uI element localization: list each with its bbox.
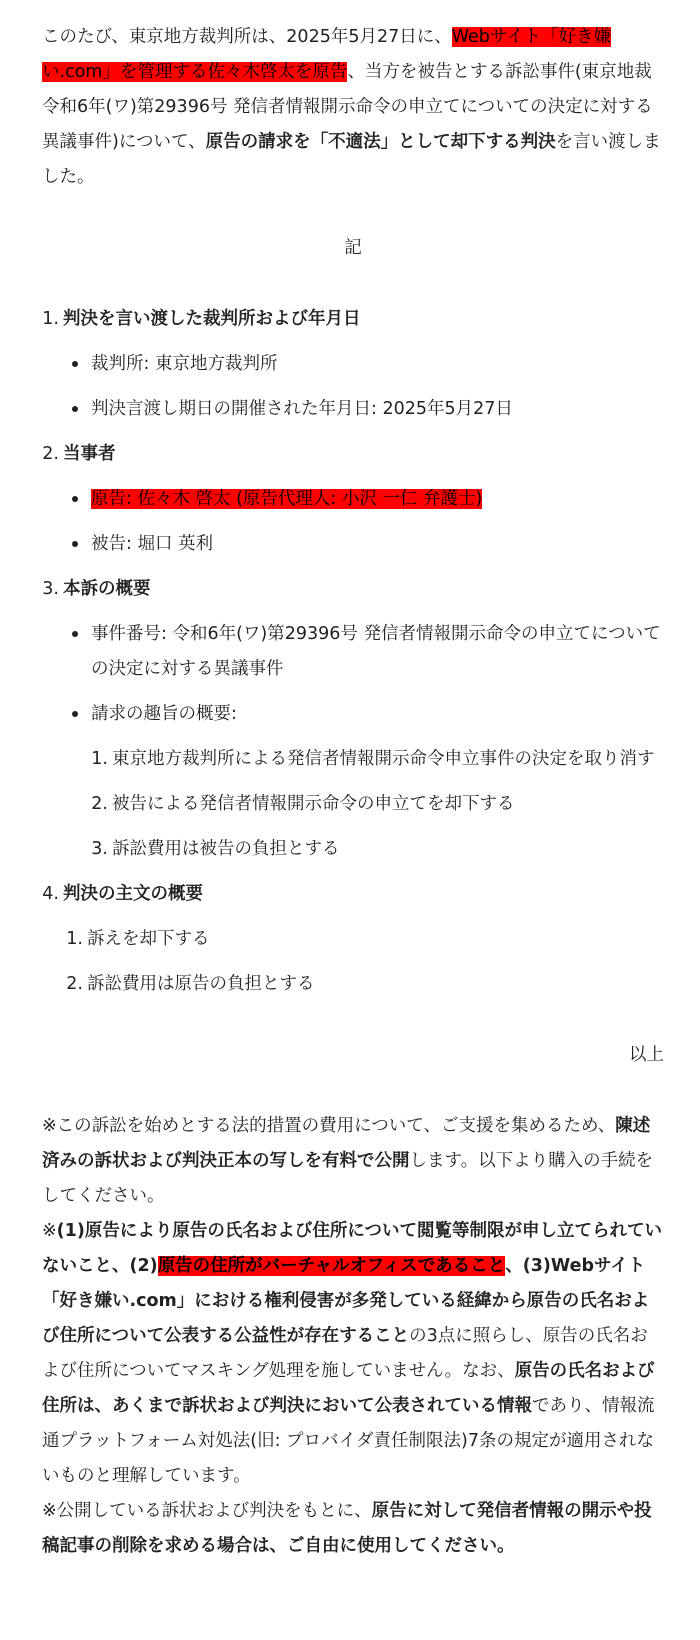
support-note-emphasis: 陳述済みの訴状および判決正本の写しを有料で公開 bbox=[42, 1116, 651, 1171]
bullet-icon bbox=[72, 406, 78, 412]
masking-note-middle: の3点に照らし、原告の氏名および住所についてマスキング処理を施していません。なお、 bbox=[42, 1326, 648, 1381]
notes-section bbox=[42, 1109, 664, 1564]
section-title: 本訴の概要 bbox=[63, 579, 151, 599]
ruling-item bbox=[42, 922, 664, 957]
claim-item bbox=[42, 832, 664, 867]
section-number: 1. bbox=[42, 309, 59, 329]
dismissal-emphasis: 原告の請求を「不適法」として却下する判決 bbox=[205, 132, 556, 152]
section-number: 4. bbox=[42, 884, 59, 904]
claim-number: 1. bbox=[91, 749, 108, 769]
ruling-number: 2. bbox=[66, 974, 83, 994]
section-heading bbox=[42, 437, 664, 472]
bullet-icon bbox=[72, 631, 78, 637]
claim-text: 訴訟費用は被告の負担とする bbox=[112, 839, 340, 859]
intro-tail-text: を言い渡しました。 bbox=[42, 132, 661, 187]
section-item bbox=[42, 617, 664, 687]
section-item-text: 被告: 堀口 英利 bbox=[91, 534, 214, 554]
support-note-prefix: ※この訴訟を始めとする法的措置の費用について、ご支援を集めるため、 bbox=[42, 1116, 616, 1136]
intro-lead-text: このたび、東京地方裁判所は、2025年5月27日に、 bbox=[42, 27, 452, 47]
section-number: 2. bbox=[42, 444, 59, 464]
masking-reason-3: 、(3)Webサイト「好き嫌い.com」における権利侵害が多発している経緯から原告の氏名および住所について公表する公益性が存在すること bbox=[42, 1256, 650, 1346]
bullet-icon bbox=[72, 361, 78, 367]
section-heading bbox=[42, 877, 664, 912]
ruling-text: 訴訟費用は原告の負担とする bbox=[87, 974, 315, 994]
bullet-icon bbox=[72, 711, 78, 717]
intro-paragraph bbox=[42, 20, 664, 195]
section-title: 判決の主文の概要 bbox=[63, 884, 203, 904]
masking-note-mark: ※ bbox=[42, 1221, 57, 1241]
section-heading bbox=[42, 572, 664, 607]
claim-text: 被告による発信者情報開示命令の申立てを却下する bbox=[112, 794, 515, 814]
closing-mark: 以上 bbox=[629, 1045, 664, 1065]
section-item-text: 裁判所: 東京地方裁判所 bbox=[91, 354, 278, 374]
section-item bbox=[42, 392, 664, 427]
section-title: 当事者 bbox=[63, 444, 116, 464]
section-item-text: 請求の趣旨の概要: bbox=[91, 704, 237, 724]
usage-note-prefix: ※公開している訴状および判決をもとに、 bbox=[42, 1501, 372, 1521]
masking-note-emphasis: 原告の氏名および住所は、あくまで訴状および判決において公表されている情報 bbox=[42, 1361, 655, 1416]
virtual-office-highlight: 原告の住所がバーチャルオフィスであること bbox=[157, 1256, 506, 1276]
section-title: 判決を言い渡した裁判所および年月日 bbox=[63, 309, 361, 329]
plaintiff-highlight: Webサイト「好き嫌い.com」を管理する佐々木啓太を原告 bbox=[42, 27, 612, 82]
bullet-icon bbox=[72, 496, 78, 502]
claim-text: 東京地方裁判所による発信者情報開示命令申立事件の決定を取り消す bbox=[112, 749, 655, 769]
claim-item bbox=[42, 787, 664, 822]
section-item-text: 判決言渡し期日の開催された年月日: 2025年5月27日 bbox=[91, 399, 513, 419]
section-item-text: 事件番号: 令和6年(ワ)第29396号 発信者情報開示命令の申立てについての決定に対する異議事件 bbox=[91, 624, 661, 679]
section-item bbox=[42, 347, 664, 382]
claim-number: 3. bbox=[91, 839, 108, 859]
masking-note bbox=[42, 1214, 664, 1494]
section-item bbox=[42, 697, 664, 732]
judgment-summary-list bbox=[42, 302, 664, 1002]
section-heading bbox=[42, 302, 664, 337]
section-item bbox=[42, 527, 664, 562]
ruling-text: 訴えを却下する bbox=[87, 929, 210, 949]
support-note-suffix: します。以下より購入の手続をしてください。 bbox=[42, 1151, 654, 1206]
support-note bbox=[42, 1109, 664, 1214]
ruling-number: 1. bbox=[66, 929, 83, 949]
usage-note-emphasis: 原告に対して発信者情報の開示や投稿記事の削除を求める場合は、ご自由に使用してください。 bbox=[42, 1501, 652, 1556]
usage-note bbox=[42, 1494, 664, 1564]
bullet-icon bbox=[72, 541, 78, 547]
record-heading: 記 bbox=[344, 238, 362, 258]
claim-number: 2. bbox=[91, 794, 108, 814]
plaintiff-item-highlight: 原告: 佐々木 啓太 (原告代理人: 小沢 一仁 弁護士) bbox=[91, 489, 483, 509]
claim-item bbox=[42, 742, 664, 777]
section-number: 3. bbox=[42, 579, 59, 599]
masking-note-tail: であり、情報流通プラットフォーム対処法(旧: プロバイダ責任制限法)7条の規定が適用されないものと理解しています。 bbox=[42, 1396, 655, 1486]
section-item bbox=[42, 482, 664, 517]
ruling-item bbox=[42, 967, 664, 1002]
intro-case-text: 、当方を被告とする訴訟事件(東京地裁令和6年(ワ)第29396号 発信者情報開示命令の申立てについての決定に対する異議事件)について、 bbox=[42, 62, 653, 152]
masking-reasons-1-2: (1)原告により原告の氏名および住所について閲覧等制限が申し立てられていないこと、(2) bbox=[42, 1221, 662, 1276]
